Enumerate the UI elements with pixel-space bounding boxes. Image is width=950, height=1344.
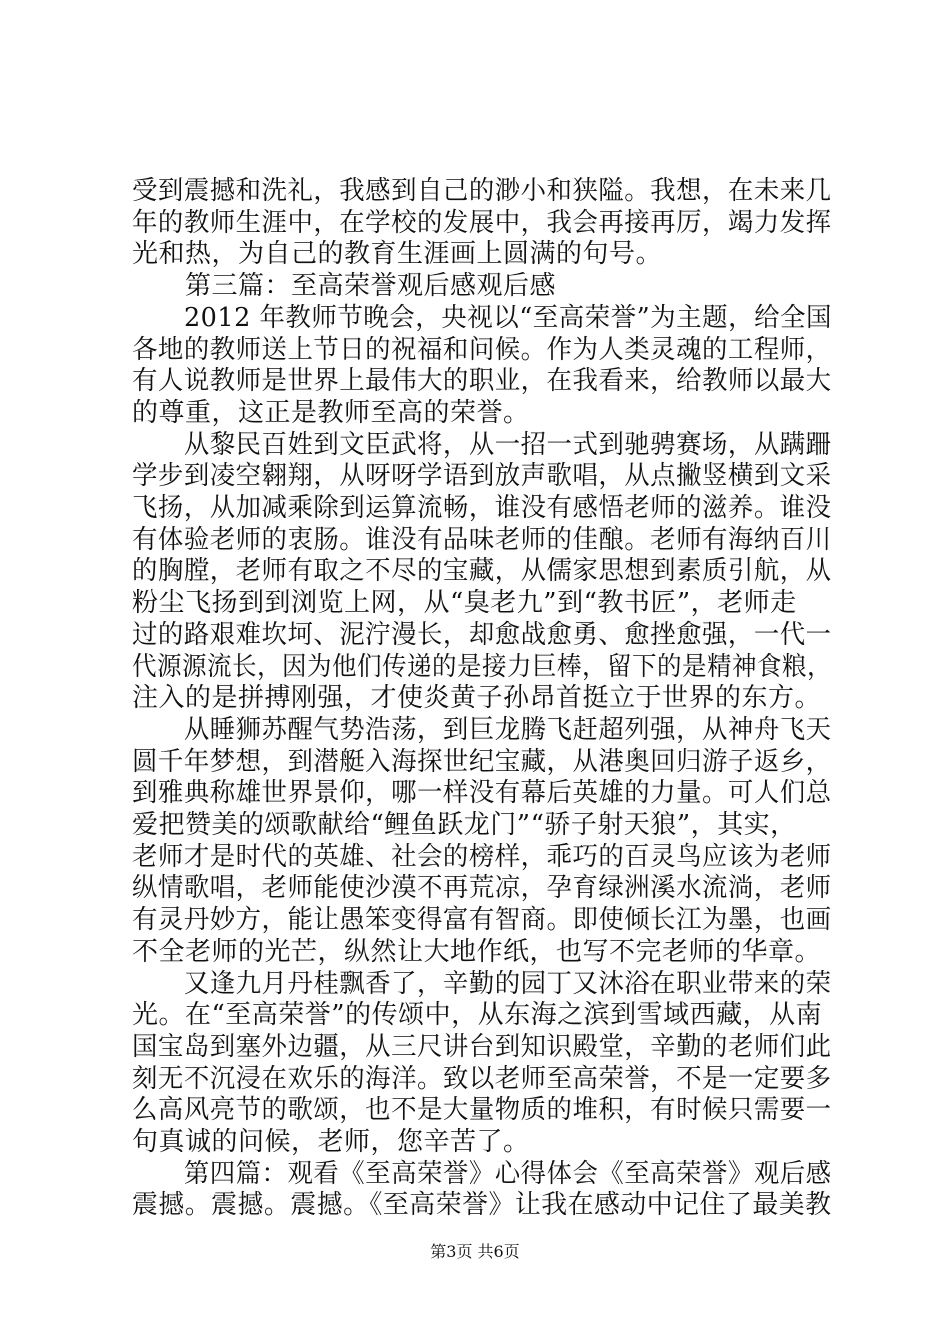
text-line: 飞扬，从加减乘除到运算流畅，谁没有感悟老师的滋养。谁没: [132, 493, 832, 523]
text-line: 到雅典称雄世界景仰，哪一样没有幕后英雄的力量。可人们总: [132, 778, 832, 809]
text-line: 又逢九月丹桂飘香了，辛勤的园丁又沐浴在职业带来的荣: [132, 968, 832, 999]
text-line: 光。在“至高荣誉”的传颂中，从东海之滨到雪域西藏，从南: [132, 1000, 823, 1031]
text-line: 年的教师生涯中，在学校的发展中，我会再接再厉，竭力发挥: [132, 207, 832, 238]
text-line: 的胸膛，老师有取之不尽的宝藏，从儒家思想到素质引航，从: [132, 556, 832, 587]
text-line: 受到震撼和洗礼，我感到自己的渺小和狭隘。我想，在未来几: [132, 176, 832, 206]
text-line: 有人说教师是世界上最伟大的职业，在我看来，给教师以最大: [132, 366, 832, 397]
text-line: 粉尘飞扬到到浏览上网，从“臭老九”到“教书匠”，老师走: [132, 588, 797, 619]
text-line: 有灵丹妙方，能让愚笨变得富有智商。即使倾长江为墨，也画: [132, 905, 832, 936]
text-line: 句真诚的问候，老师，您辛苦了。: [132, 1127, 530, 1157]
text-line: 的尊重，这正是教师至高的荣誉。: [132, 397, 530, 428]
text-line: 注入的是拼搏刚强，才使炎黄子孙昂首挺立于世界的东方。: [132, 683, 822, 714]
text-line: 第三篇：至高荣誉观后感观后感: [132, 271, 557, 302]
text-line: 从黎民百姓到文臣武将，从一招一式到驰骋赛场，从蹒跚: [132, 429, 832, 460]
text-line: 刻无不沉浸在欢乐的海洋。致以老师至高荣誉，不是一定要多: [132, 1063, 832, 1094]
text-line: 光和热，为自己的教育生涯画上圆满的句号。: [132, 239, 663, 270]
text-line: 么高风亮节的歌颂，也不是大量物质的堆积，有时候只需要一: [132, 1095, 832, 1126]
text-line: 学步到凌空翱翔，从呀呀学语到放声歌唱，从点撇竖横到文采: [132, 461, 832, 492]
text-line: 2012 年教师节晚会，央视以“至高荣誉”为主题，给全国: [132, 302, 833, 333]
text-line: 各地的教师送上节日的祝福和问候。作为人类灵魂的工程师，: [132, 334, 832, 365]
text-line: 纵情歌唱，老师能使沙漠不再荒凉，孕育绿洲溪水流淌，老师: [132, 873, 832, 904]
text-line: 从睡狮苏醒气势浩荡，到巨龙腾飞赶超列强，从神舟飞天: [132, 714, 832, 745]
text-line: 圆千年梦想，到潜艇入海探世纪宝藏，从港奥回归游子返乡，: [132, 746, 832, 777]
text-line: 不全老师的光芒，纵然让大地作纸，也写不完老师的华章。: [132, 936, 822, 967]
text-line: 代源源流长，因为他们传递的是接力巨棒，留下的是精神食粮，: [132, 651, 833, 682]
text-line: 老师才是时代的英雄、社会的榜样，乖巧的百灵鸟应该为老师: [132, 841, 832, 872]
text-line: 震撼。震撼。震撼。《至高荣誉》让我在感动中记住了最美教: [132, 1190, 832, 1221]
text-line: 第四篇：观看《至高荣誉》心得体会《至高荣誉》观后感: [132, 1158, 832, 1189]
text-line: 爱把赞美的颂歌献给“鲤鱼跃龙门”“骄子射天狼”，其实，: [132, 810, 797, 840]
text-line: 有体验老师的衷肠。谁没有品味老师的佳酿。老师有海纳百川: [132, 524, 832, 555]
text-line: 国宝岛到塞外边疆，从三尺讲台到知识殿堂，辛勤的老师们此: [132, 1031, 832, 1062]
page-footer: 第3页 共6页: [430, 1242, 520, 1261]
text-line: 过的路艰难坎坷、泥泞漫长，却愈战愈勇、愈挫愈强，一代一: [132, 619, 832, 650]
